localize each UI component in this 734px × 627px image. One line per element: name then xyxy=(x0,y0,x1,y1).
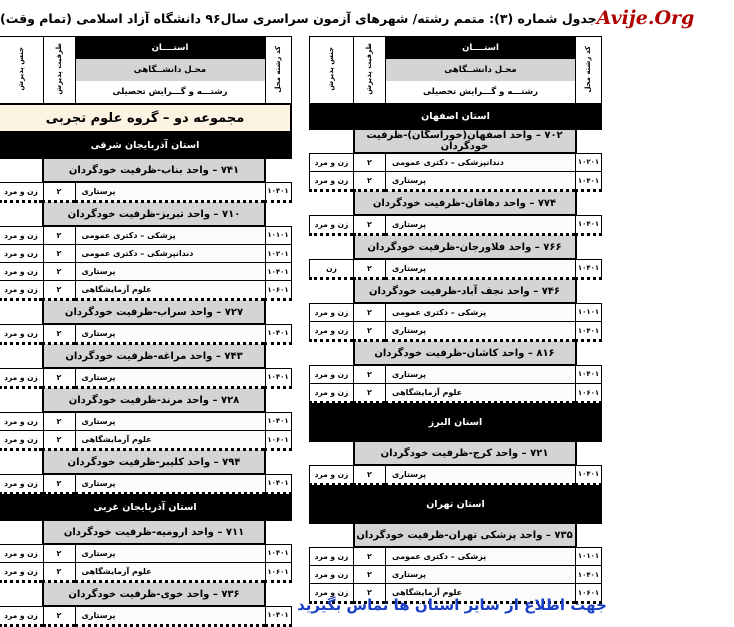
unit-banner: ۷۲۱ – واحد کرج-ظرفیت خودگردان xyxy=(354,441,576,465)
table-row xyxy=(0,412,291,431)
header-label-capacity: ظرفیت پذیرش xyxy=(365,43,374,95)
cell-major-name: پرستاری xyxy=(75,324,265,344)
cell-field-code: ۱۰۲۰۱ xyxy=(265,245,291,263)
unit-gutter-right xyxy=(576,191,602,216)
cell-major-name: پزشکی – دکتری عمومی xyxy=(386,547,576,566)
province-banner-row xyxy=(0,494,291,521)
table-row xyxy=(310,259,602,279)
cell-field-code: ۱۰۱۰۱ xyxy=(576,547,602,566)
cell-gender: زن و مرد xyxy=(310,365,354,384)
unit-banner: ۷۷۴ – واحد دهاقان-ظرفیت خودگردان xyxy=(354,191,576,216)
table-row xyxy=(310,172,602,191)
cell-field-code: ۱۰۶۰۱ xyxy=(576,584,602,603)
cell-capacity: ۲ xyxy=(43,412,75,431)
cell-major-name: پرستاری xyxy=(75,412,265,431)
table-row xyxy=(0,368,291,388)
unit-banner: ۷۴۳ – واحد مراغه-ظرفیت خودگردان xyxy=(43,344,265,369)
unit-banner: ۷۳۶ – واحد خوی-ظرفیت خودگردان xyxy=(43,582,265,607)
unit-banner-row xyxy=(310,129,602,153)
table-row xyxy=(310,566,602,584)
cell-major-name: پرستاری xyxy=(386,365,576,384)
cell-field-code: ۱۰۶۰۱ xyxy=(265,431,291,450)
cell-gender: زن و مرد xyxy=(0,431,43,450)
table-row xyxy=(0,263,291,281)
unit-gutter-right xyxy=(265,520,291,544)
unit-gutter-right xyxy=(576,129,602,153)
cell-major-name: پرستاری xyxy=(75,263,265,281)
cell-gender: زن و مرد xyxy=(310,384,354,403)
cell-major-name: پرستاری xyxy=(386,465,576,485)
unit-gutter-left xyxy=(310,441,354,465)
table-row xyxy=(0,182,291,202)
table-row xyxy=(310,465,602,485)
cell-gender: زن xyxy=(310,259,354,279)
unit-gutter-left xyxy=(310,341,354,366)
cell-gender: زن و مرد xyxy=(310,465,354,485)
unit-gutter-right xyxy=(265,202,291,227)
header-cell-capacity xyxy=(354,37,386,104)
cell-gender: زن و مرد xyxy=(0,263,43,281)
left-table xyxy=(309,36,602,604)
unit-banner-row xyxy=(0,344,291,369)
cell-field-code: ۱۰۴۰۱ xyxy=(576,566,602,584)
cell-gender: زن و مرد xyxy=(0,281,43,300)
province-banner-row xyxy=(0,132,291,158)
unit-gutter-left xyxy=(0,520,43,544)
cell-gender: زن و مرد xyxy=(0,544,43,563)
table-header-row xyxy=(310,37,602,104)
unit-banner: ۷۳۵ – واحد پزشکی تهران-ظرفیت خودگردان xyxy=(354,523,576,547)
table-row xyxy=(310,303,602,322)
unit-banner-row xyxy=(0,300,291,325)
left-table-body xyxy=(310,37,602,603)
cell-gender: زن و مرد xyxy=(310,584,354,603)
cell-capacity: ۲ xyxy=(354,259,386,279)
header-label-gender: جنس پذیرش xyxy=(327,47,336,91)
cell-field-code: ۱۰۴۰۱ xyxy=(265,324,291,344)
page-title: جدول شماره (۳): متمم رشته/ شهرهای آزمون سراسری سال۹۶ دانشگاه آزاد اسلامی (تمام وقت) xyxy=(0,10,597,26)
cell-capacity: ۲ xyxy=(43,606,75,626)
cell-capacity: ۲ xyxy=(354,465,386,485)
unit-banner-row xyxy=(310,523,602,547)
table-row xyxy=(310,384,602,403)
cell-major-name: علوم آزمایشگاهی xyxy=(75,563,265,582)
cell-field-code: ۱۰۶۰۱ xyxy=(265,281,291,300)
cell-field-code: ۱۰۴۰۱ xyxy=(265,263,291,281)
cell-gender: زن و مرد xyxy=(0,474,43,494)
cell-major-name: پرستاری xyxy=(386,259,576,279)
cell-gender: زن و مرد xyxy=(0,563,43,582)
cell-gender: زن و مرد xyxy=(310,322,354,341)
cell-major-name: پرستاری xyxy=(386,215,576,235)
province-banner: استان البرز xyxy=(310,403,602,442)
cell-major-name: پرستاری xyxy=(386,566,576,584)
unit-gutter-right xyxy=(265,158,291,182)
cell-capacity: ۲ xyxy=(43,281,75,300)
cell-capacity: ۲ xyxy=(43,474,75,494)
cell-major-name: پرستاری xyxy=(75,474,265,494)
cell-capacity: ۲ xyxy=(354,215,386,235)
unit-banner-row xyxy=(310,191,602,216)
header-label-capacity: ظرفیت پذیرش xyxy=(54,43,63,95)
unit-banner: ۷۲۸ – واحد مرند-ظرفیت خودگردان xyxy=(43,388,265,413)
unit-gutter-right xyxy=(576,341,602,366)
table-row xyxy=(0,281,291,300)
header-label-mahal: محـل دانشــگاهی xyxy=(76,59,265,81)
unit-banner-row xyxy=(0,388,291,413)
cell-capacity: ۲ xyxy=(354,384,386,403)
site-logo: Avije.Org xyxy=(596,7,695,29)
cell-major-name: پرستاری xyxy=(386,172,576,191)
cell-gender: زن و مرد xyxy=(0,182,43,202)
unit-gutter-right xyxy=(265,344,291,369)
cell-gender: زن و مرد xyxy=(310,547,354,566)
cell-capacity: ۲ xyxy=(354,365,386,384)
province-banner-row xyxy=(310,403,602,442)
cell-major-name: پرستاری xyxy=(75,182,265,202)
unit-gutter-right xyxy=(576,441,602,465)
cell-field-code: ۱۰۴۰۱ xyxy=(576,259,602,279)
cell-gender: زن و مرد xyxy=(0,324,43,344)
cell-field-code: ۱۰۶۰۱ xyxy=(265,563,291,582)
cell-major-name: دندانپزشکی – دکتری عمومی xyxy=(75,245,265,263)
unit-banner: ۷۱۰ – واحد تبریز-ظرفیت خودگردان xyxy=(43,202,265,227)
group-banner-row xyxy=(0,104,291,132)
unit-gutter-left xyxy=(310,191,354,216)
header-label-ostan: استــــان xyxy=(386,37,575,59)
cell-field-code: ۱۰۴۰۱ xyxy=(576,322,602,341)
unit-gutter-right xyxy=(265,388,291,413)
cell-major-name: پزشکی – دکتری عمومی xyxy=(75,226,265,245)
cell-gender: زن و مرد xyxy=(0,606,43,626)
unit-gutter-left xyxy=(310,235,354,260)
cell-field-code: ۱۰۴۰۱ xyxy=(265,544,291,563)
unit-gutter-right xyxy=(265,300,291,325)
cell-field-code: ۱۰۴۰۱ xyxy=(265,606,291,626)
table-row xyxy=(0,563,291,582)
cell-major-name: پزشکی – دکتری عمومی xyxy=(386,303,576,322)
cell-major-name: پرستاری xyxy=(386,322,576,341)
table-row xyxy=(0,226,291,245)
unit-banner: ۷۶۶ – واحد فلاورجان-ظرفیت خودگردان xyxy=(354,235,576,260)
cell-major-name: پرستاری xyxy=(75,606,265,626)
cell-major-name: علوم آزمایشگاهی xyxy=(75,281,265,300)
table-row xyxy=(310,365,602,384)
cell-capacity: ۲ xyxy=(43,368,75,388)
province-banner-row xyxy=(310,104,602,130)
cell-field-code: ۱۰۶۰۱ xyxy=(576,384,602,403)
cell-field-code: ۱۰۴۰۱ xyxy=(576,365,602,384)
header-cell-capacity xyxy=(43,37,75,105)
unit-banner: ۷۰۲ – واحد اصفهان(خوراسگان)-ظرفیت خودگردان xyxy=(354,129,576,153)
header-cell-code xyxy=(576,37,602,104)
cell-capacity: ۲ xyxy=(354,153,386,172)
unit-gutter-left xyxy=(0,300,43,325)
cell-gender: زن و مرد xyxy=(310,566,354,584)
unit-gutter-right xyxy=(576,235,602,260)
cell-field-code: ۱۰۴۰۱ xyxy=(265,474,291,494)
header-label-ostan: استــــان xyxy=(76,37,265,59)
cell-capacity: ۲ xyxy=(43,182,75,202)
cell-gender: زن و مرد xyxy=(0,368,43,388)
cell-gender: زن و مرد xyxy=(310,172,354,191)
unit-banner-row xyxy=(310,279,602,304)
right-table xyxy=(0,36,292,627)
unit-gutter-right xyxy=(576,279,602,304)
cell-capacity: ۲ xyxy=(43,431,75,450)
unit-banner: ۷۹۴ – واحد کلیبر-ظرفیت خودگردان xyxy=(43,450,265,475)
tables-area xyxy=(0,36,664,627)
cell-capacity: ۲ xyxy=(354,584,386,603)
unit-gutter-left xyxy=(0,450,43,475)
cell-capacity: ۲ xyxy=(354,547,386,566)
unit-gutter-left xyxy=(0,388,43,413)
table-header-row xyxy=(0,37,291,105)
cell-field-code: ۱۰۴۰۱ xyxy=(576,172,602,191)
province-banner-row xyxy=(310,485,602,524)
header-label-gender: جنس پذیرش xyxy=(16,47,25,91)
cell-capacity: ۲ xyxy=(354,322,386,341)
header-cell-stack xyxy=(75,37,265,105)
cell-major-name: علوم آزمایشگاهی xyxy=(75,431,265,450)
header-label-code: کد رشته محل xyxy=(273,45,282,93)
cell-capacity: ۲ xyxy=(43,226,75,245)
header-cell-stack xyxy=(386,37,576,104)
cell-field-code: ۱۰۱۰۱ xyxy=(576,303,602,322)
table-row xyxy=(0,431,291,450)
cell-gender: زن و مرد xyxy=(310,215,354,235)
cell-gender: زن و مرد xyxy=(0,412,43,431)
unit-banner-row xyxy=(310,235,602,260)
header-label-reshte: رشتـــه و گـــرایش تحصیلی xyxy=(76,81,265,103)
cell-field-code: ۱۰۴۰۱ xyxy=(265,368,291,388)
cell-capacity: ۲ xyxy=(354,172,386,191)
table-row xyxy=(310,215,602,235)
cell-gender: زن و مرد xyxy=(0,226,43,245)
cell-gender: زن و مرد xyxy=(310,303,354,322)
right-table-wrapper xyxy=(0,36,292,627)
table-row xyxy=(0,324,291,344)
unit-banner-row xyxy=(0,158,291,182)
unit-banner-row xyxy=(0,202,291,227)
province-banner: استان تهران xyxy=(310,485,602,524)
left-table-wrapper xyxy=(310,36,602,604)
cell-capacity: ۲ xyxy=(354,303,386,322)
cell-field-code: ۱۰۲۰۱ xyxy=(576,153,602,172)
unit-gutter-left xyxy=(0,202,43,227)
header-label-mahal: محـل دانشــگاهی xyxy=(386,59,575,81)
unit-banner: ۸۱۶ – واحد کاشان-ظرفیت خودگردان xyxy=(354,341,576,366)
cell-major-name: پرستاری xyxy=(75,544,265,563)
unit-banner-row xyxy=(0,520,291,544)
unit-gutter-left xyxy=(0,158,43,182)
table-row xyxy=(0,245,291,263)
table-row xyxy=(0,474,291,494)
table-row xyxy=(310,547,602,566)
unit-gutter-left xyxy=(310,279,354,304)
cell-field-code: ۱۰۴۰۱ xyxy=(576,465,602,485)
header-cell-gender xyxy=(310,37,354,104)
unit-banner: ۷۲۷ – واحد سراب-ظرفیت خودگردان xyxy=(43,300,265,325)
header-cell-gender xyxy=(0,37,43,105)
province-banner: استان آذربایجان شرقی xyxy=(0,132,291,158)
page-header xyxy=(0,0,734,36)
header-label-reshte: رشتـــه و گـــرایش تحصیلی xyxy=(386,81,575,103)
header-label-code: کد رشته محل xyxy=(584,45,593,93)
cell-field-code: ۱۰۴۰۱ xyxy=(265,412,291,431)
unit-gutter-left xyxy=(0,344,43,369)
unit-banner: ۷۱۱ – واحد ارومیه-ظرفیت خودگردان xyxy=(43,520,265,544)
unit-banner-row xyxy=(0,450,291,475)
cell-capacity: ۲ xyxy=(43,324,75,344)
header-cell-code xyxy=(265,37,291,105)
cell-major-name: علوم آزمایشگاهی xyxy=(386,384,576,403)
group-banner: مجموعه دو – گروه علوم تجربی xyxy=(0,104,291,132)
cell-field-code: ۱۰۴۰۱ xyxy=(265,182,291,202)
unit-banner-row xyxy=(310,341,602,366)
table-row xyxy=(0,544,291,563)
page-footer xyxy=(0,595,734,614)
province-banner: استان اصفهان xyxy=(310,104,602,130)
cell-gender: زن و مرد xyxy=(0,245,43,263)
unit-banner: ۷۴۶ – واحد نجف آباد-ظرفیت خودگردان xyxy=(354,279,576,304)
cell-capacity: ۲ xyxy=(43,245,75,263)
unit-gutter-left xyxy=(310,523,354,547)
cell-major-name: پرستاری xyxy=(75,368,265,388)
footer-contact-text: جهت اطلاع از سایر استان ها تماس بگیرید xyxy=(297,596,607,614)
unit-banner: ۷۴۱ – واحد بناب-ظرفیت خودگردان xyxy=(43,158,265,182)
cell-major-name: علوم آزمایشگاهی xyxy=(386,584,576,603)
cell-field-code: ۱۰۴۰۱ xyxy=(576,215,602,235)
cell-capacity: ۲ xyxy=(43,563,75,582)
unit-gutter-right xyxy=(265,450,291,475)
unit-banner-row xyxy=(310,441,602,465)
cell-capacity: ۲ xyxy=(43,263,75,281)
table-row xyxy=(310,153,602,172)
table-row xyxy=(310,322,602,341)
cell-capacity: ۲ xyxy=(354,566,386,584)
unit-gutter-right xyxy=(576,523,602,547)
province-banner: استان آذربایجان غربی xyxy=(0,494,291,521)
cell-capacity: ۲ xyxy=(43,544,75,563)
unit-gutter-left xyxy=(310,129,354,153)
cell-major-name: دندانپزشکی – دکتری عمومی xyxy=(386,153,576,172)
cell-gender: زن و مرد xyxy=(310,153,354,172)
cell-field-code: ۱۰۱۰۱ xyxy=(265,226,291,245)
right-table-body xyxy=(0,37,291,626)
